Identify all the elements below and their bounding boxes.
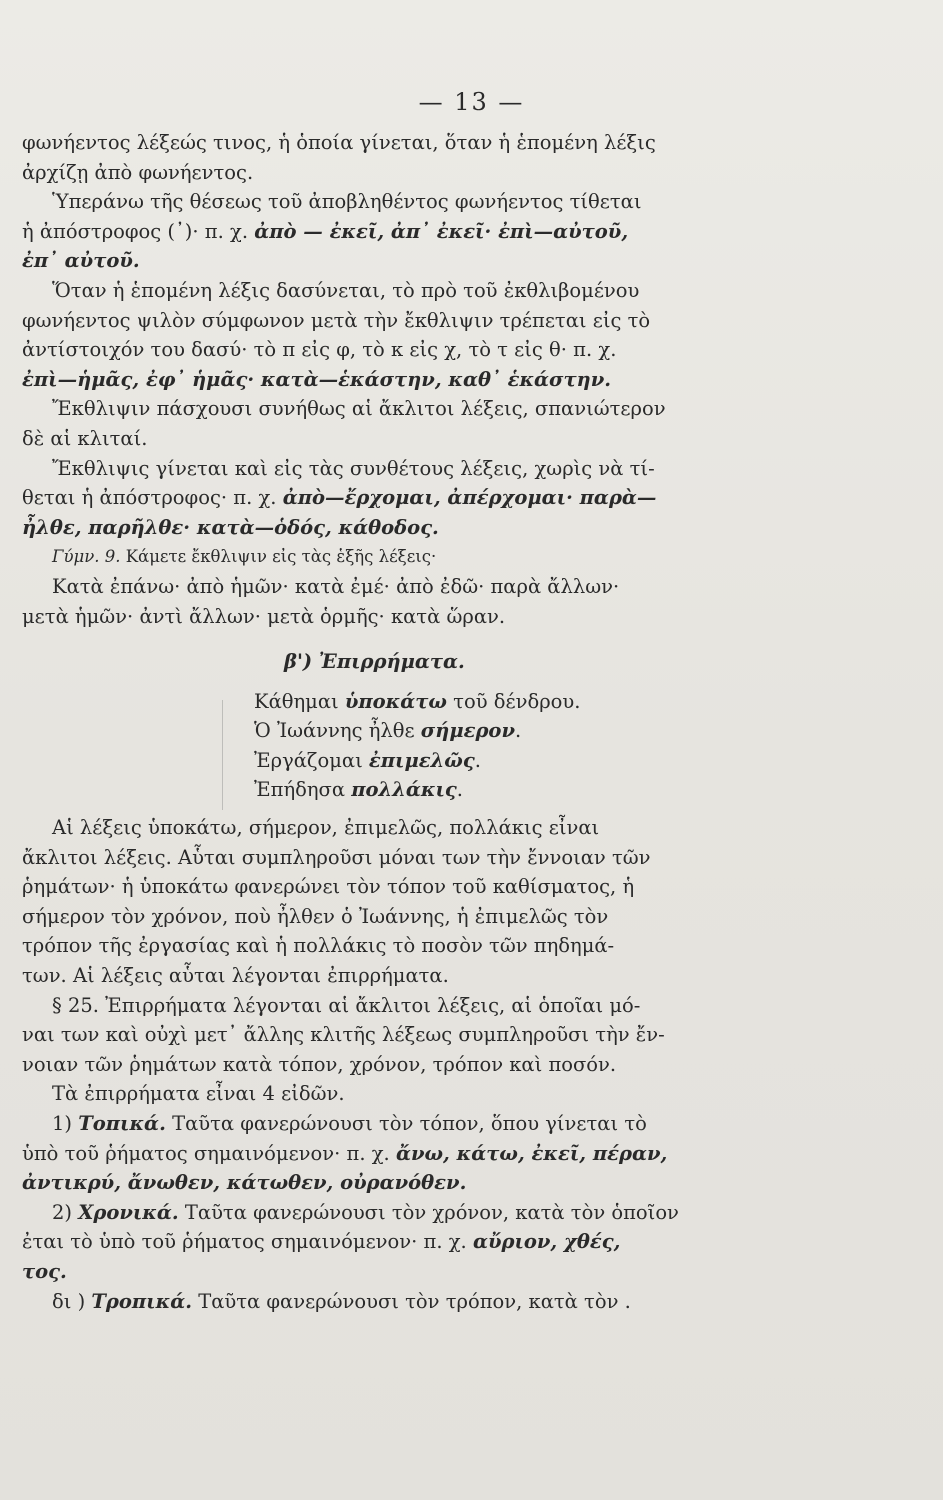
list-item: 2) Χρονικά. Ταῦτα φανερώνουσι τὸν χρόνον, κατὰ τὸν ὁποῖον ἐται τὸ ὑπὸ τοῦ ῥήματος σημαινόμενον· π. χ. αὔριον, χθές, τος.: [22, 1200, 679, 1283]
paragraph: Τὰ ἐπιρρήματα εἶναι 4 εἰδῶν.: [52, 1082, 345, 1106]
paragraph: Ἔκθλιψιν πάσχουσι συνήθως αἱ ἄκλιτοι λέξεις, σπανιώτερον δὲ αἱ κλιταί.: [22, 397, 666, 450]
pencil-mark: [222, 700, 223, 810]
paragraph: φωνήεντος λέξεώς τινος, ἡ ὁποία γίνεται, ὅταν ἡ ἑπομένη λέξις ἀρχίζῃ ἀπὸ φωνήεντος.: [22, 131, 656, 184]
example-sentence: Ἐργάζομαι ἐπιμελῶς.: [254, 748, 481, 772]
example-sentence: Ἐπήδησα πολλάκις.: [254, 778, 463, 802]
section-heading: β') Ἐπιρρήματα.: [284, 650, 465, 674]
paragraph: Αἱ λέξεις ὑποκάτω, σήμερον, ἐπιμελῶς, πολλάκις εἶναι ἄκλιτοι λέξεις. Αὗται συμπληροῦσι μόναι των τὴν ἔννοιαν τῶν ῥημάτων· ἡ ὑποκάτω φανερώνει τὸν τόπον τοῦ καθίσματος, ἡ σήμερον τὸν χρόνον, ποὺ ἦλθεν ὁ Ἰωάννης, ἡ ἐπιμελῶς τὸν τρόπον τῆς ἐργασίας καὶ ἡ πολλάκις τὸ ποσὸν τῶν πηδημά- των. Αἱ λέξεις αὗται λέγονται ἐπιρρήματα.: [22, 816, 651, 988]
page-number: — 13 —: [418, 88, 525, 116]
example-sentence: Ὁ Ἰωάννης ἦλθε σήμερον.: [254, 719, 522, 743]
exercise-label: Γύμν. 9.: [52, 547, 121, 567]
list-item: δι ) Τροπικά. Ταῦτα φανερώνουσι τὸν τρόπον, κατὰ τὸν .: [52, 1289, 631, 1313]
example-list: [22, 687, 764, 805]
list-item: 1) Τοπικά. Ταῦτα φανερώνουσι τὸν τόπον, ὅπου γίνεται τὸ ὑπὸ τοῦ ῥήματος σημαινόμενον· π. χ. ἄνω, κάτω, ἐκεῖ, πέραν, ἀντικρύ, ἄνωθεν, κάτωθεν, οὐρανόθεν.: [22, 1112, 668, 1195]
example-sentence: Κάθημαι ὑποκάτω τοῦ δένδρου.: [254, 689, 581, 713]
exercise: [22, 542, 764, 572]
paragraph: Ὑπεράνω τῆς θέσεως τοῦ ἀποβληθέντος φωνήεντος τίθεται ἡ ἀπόστροφος (᾿)· π. χ. ἀπὸ — ἐκεῖ, ἀπ᾿ ἐκεῖ· ἐπὶ—αὐτοῦ, ἐπ᾿ αὐτοῦ.: [22, 190, 642, 273]
paragraph: Ὅταν ἡ ἑπομένη λέξις δασύνεται, τὸ πρὸ τοῦ ἐκθλιβομένου φωνήεντος ψιλὸν σύμφωνον μετὰ τὴν ἔκθλιψιν τρέπεται εἰς τὸ ἀντίστοιχόν του δασύ· τὸ π εἰς φ, τὸ κ εἰς χ, τὸ τ εἰς θ· π. χ. ἐπὶ—ἡμᾶς, ἐφ᾿ ἡμᾶς· κατὰ—ἑκάστην, καθ᾿ ἑκάστην.: [22, 278, 651, 391]
exercise-text: Κάμετε ἔκθλιψιν εἰς τὰς ἑξῆς λέξεις·: [125, 547, 437, 567]
exercise-words: Κατὰ ἐπάνω· ἀπὸ ἡμῶν· κατὰ ἐμέ· ἀπὸ ἐδῶ· παρὰ ἄλλων· μετὰ ἡμῶν· ἀντὶ ἄλλων· μετὰ ὁρμῆς· κατὰ ὥραν.: [22, 574, 620, 628]
page-body: [22, 128, 764, 1316]
paragraph: Ἔκθλιψις γίνεται καὶ εἰς τὰς συνθέτους λέξεις, χωρὶς νὰ τί- θεται ἡ ἀπόστροφος· π. χ. ἀπὸ—ἔρχομαι, ἀπέρχομαι· παρὰ— ἦλθε, παρῆλθε· κατὰ—ὁδός, κάθοδος.: [22, 456, 657, 539]
definition-paragraph: § 25. Ἐπιρρήματα λέγονται αἱ ἄκλιτοι λέξεις, αἱ ὁποῖαι μό- ναι των καὶ οὐχὶ μετ᾿ ἄλλης κλιτῆς λέξεως συμπληροῦσι τὴν ἔν- νοιαν τῶν ῥημάτων κατὰ τόπον, χρόνον, τρόπον καὶ ποσόν.: [22, 993, 665, 1076]
